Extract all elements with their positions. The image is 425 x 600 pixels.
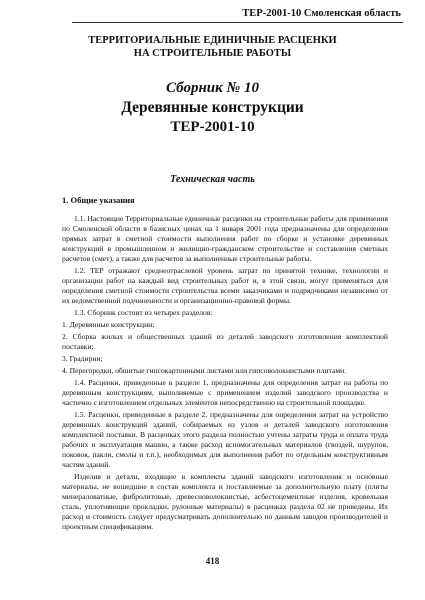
section-title xyxy=(0,34,425,60)
title-line-2: НА СТРОИТЕЛЬНЫЕ РАБОТЫ xyxy=(133,48,292,59)
section-list-item-1: 1. Деревянные конструкции; xyxy=(62,320,155,329)
paragraph-1-5: 1.5. Расценки, приведенные в разделе 2, предназначены для определения затрат на устройство деревянных конструкций зданий, собираемых из узлов и деталей заводского изготовления комплектной поставки. В расценках этого раздела полностью учтены затраты труда и оплата труда рабочих и эксплуатация машин, а также расход вспомогательных материалов (гвоздей, шурупов, поковок, пакли, смолы и т.п.), необходимых для выполнения работ по отдельным конструктивным частям зданий. xyxy=(62,410,388,469)
collection-code: ТЕР-2001-10 xyxy=(170,119,255,135)
running-header: ТЕР-2001-10 Смоленская область xyxy=(242,8,401,19)
title-line-1: ТЕРРИТОРИАЛЬНЫЕ ЕДИНИЧНЫЕ РАСЦЕНКИ xyxy=(88,35,337,46)
collection-name: Деревянные конструкции xyxy=(121,99,304,116)
paragraph-1-3: 1.3. Сборник состоит из четырех разделов: xyxy=(74,308,213,317)
section-list-item-4: 4. Перегородки, обшитые гипсокартонными листами или гипсоволокнистыми плитами. xyxy=(62,366,347,375)
paragraph-1-1: 1.1. Настоящие Территориальные единичные расценки на строительные работы для применения по Смоленской области в базисных ценах на 1 января 2001 года предназначены для определения прямых затрат в сметной стоимости выполнения работ по сборке и установке деревянных конструкций в промышленном и жилищно-гражданском строительстве и составления сметных расчетов (смет), а также для расчетов за выполненные строительные работы. xyxy=(62,214,388,263)
collection-number: Сборник № 10 xyxy=(166,80,259,96)
page-number: 418 xyxy=(205,556,220,566)
paragraph-1-2: 1.2. ТЕР отражают среднеотраслевой уровень затрат по принятой технике, технологии и организации работ на каждый вид строительных работ и, в этой связи, могут применяться для определения сметной стоимости строительства всеми заказчиками и подрядчиками независимо от их ведомственной подчиненности и организационно-правовой формы. xyxy=(62,266,388,305)
subheading: 1. Общие указания xyxy=(62,195,135,205)
header-rule xyxy=(72,22,403,23)
section-list-item-3: 3. Градирни; xyxy=(62,354,103,363)
section-list-item-2: 2. Сборка жилых и общественных зданий из деталей заводского изготовления комплектной поставки; xyxy=(62,332,388,351)
body-text xyxy=(62,214,388,534)
paragraph-1-4: 1.4. Расценки, приведенные в разделе 1, предназначены для определения затрат на работы по деревянным конструкциям, выполняемые с применением изделий заводского производства и частично с изготовлением отдельных элементов непосредственно на строительной площадке. xyxy=(62,378,388,407)
paragraph-products: Изделия и детали, входящие в комплекты зданий заводского изготовления и основные материалы, не вошедшие в состав комплекта и поставляемые за дополнительную плату (плиты минераловатные, фибролитовые, древесноволокнистые, асбестоцементные изделия, кровельная сталь, уплотняющие прокладки, рулонные материалы) в расценках раздела 02 не приведены. Их расход и стоимость следует предусматривать дополнительно по данным заводов производителей и проектным спецификациям. xyxy=(62,472,388,531)
part-heading: Техническая часть xyxy=(170,174,255,185)
